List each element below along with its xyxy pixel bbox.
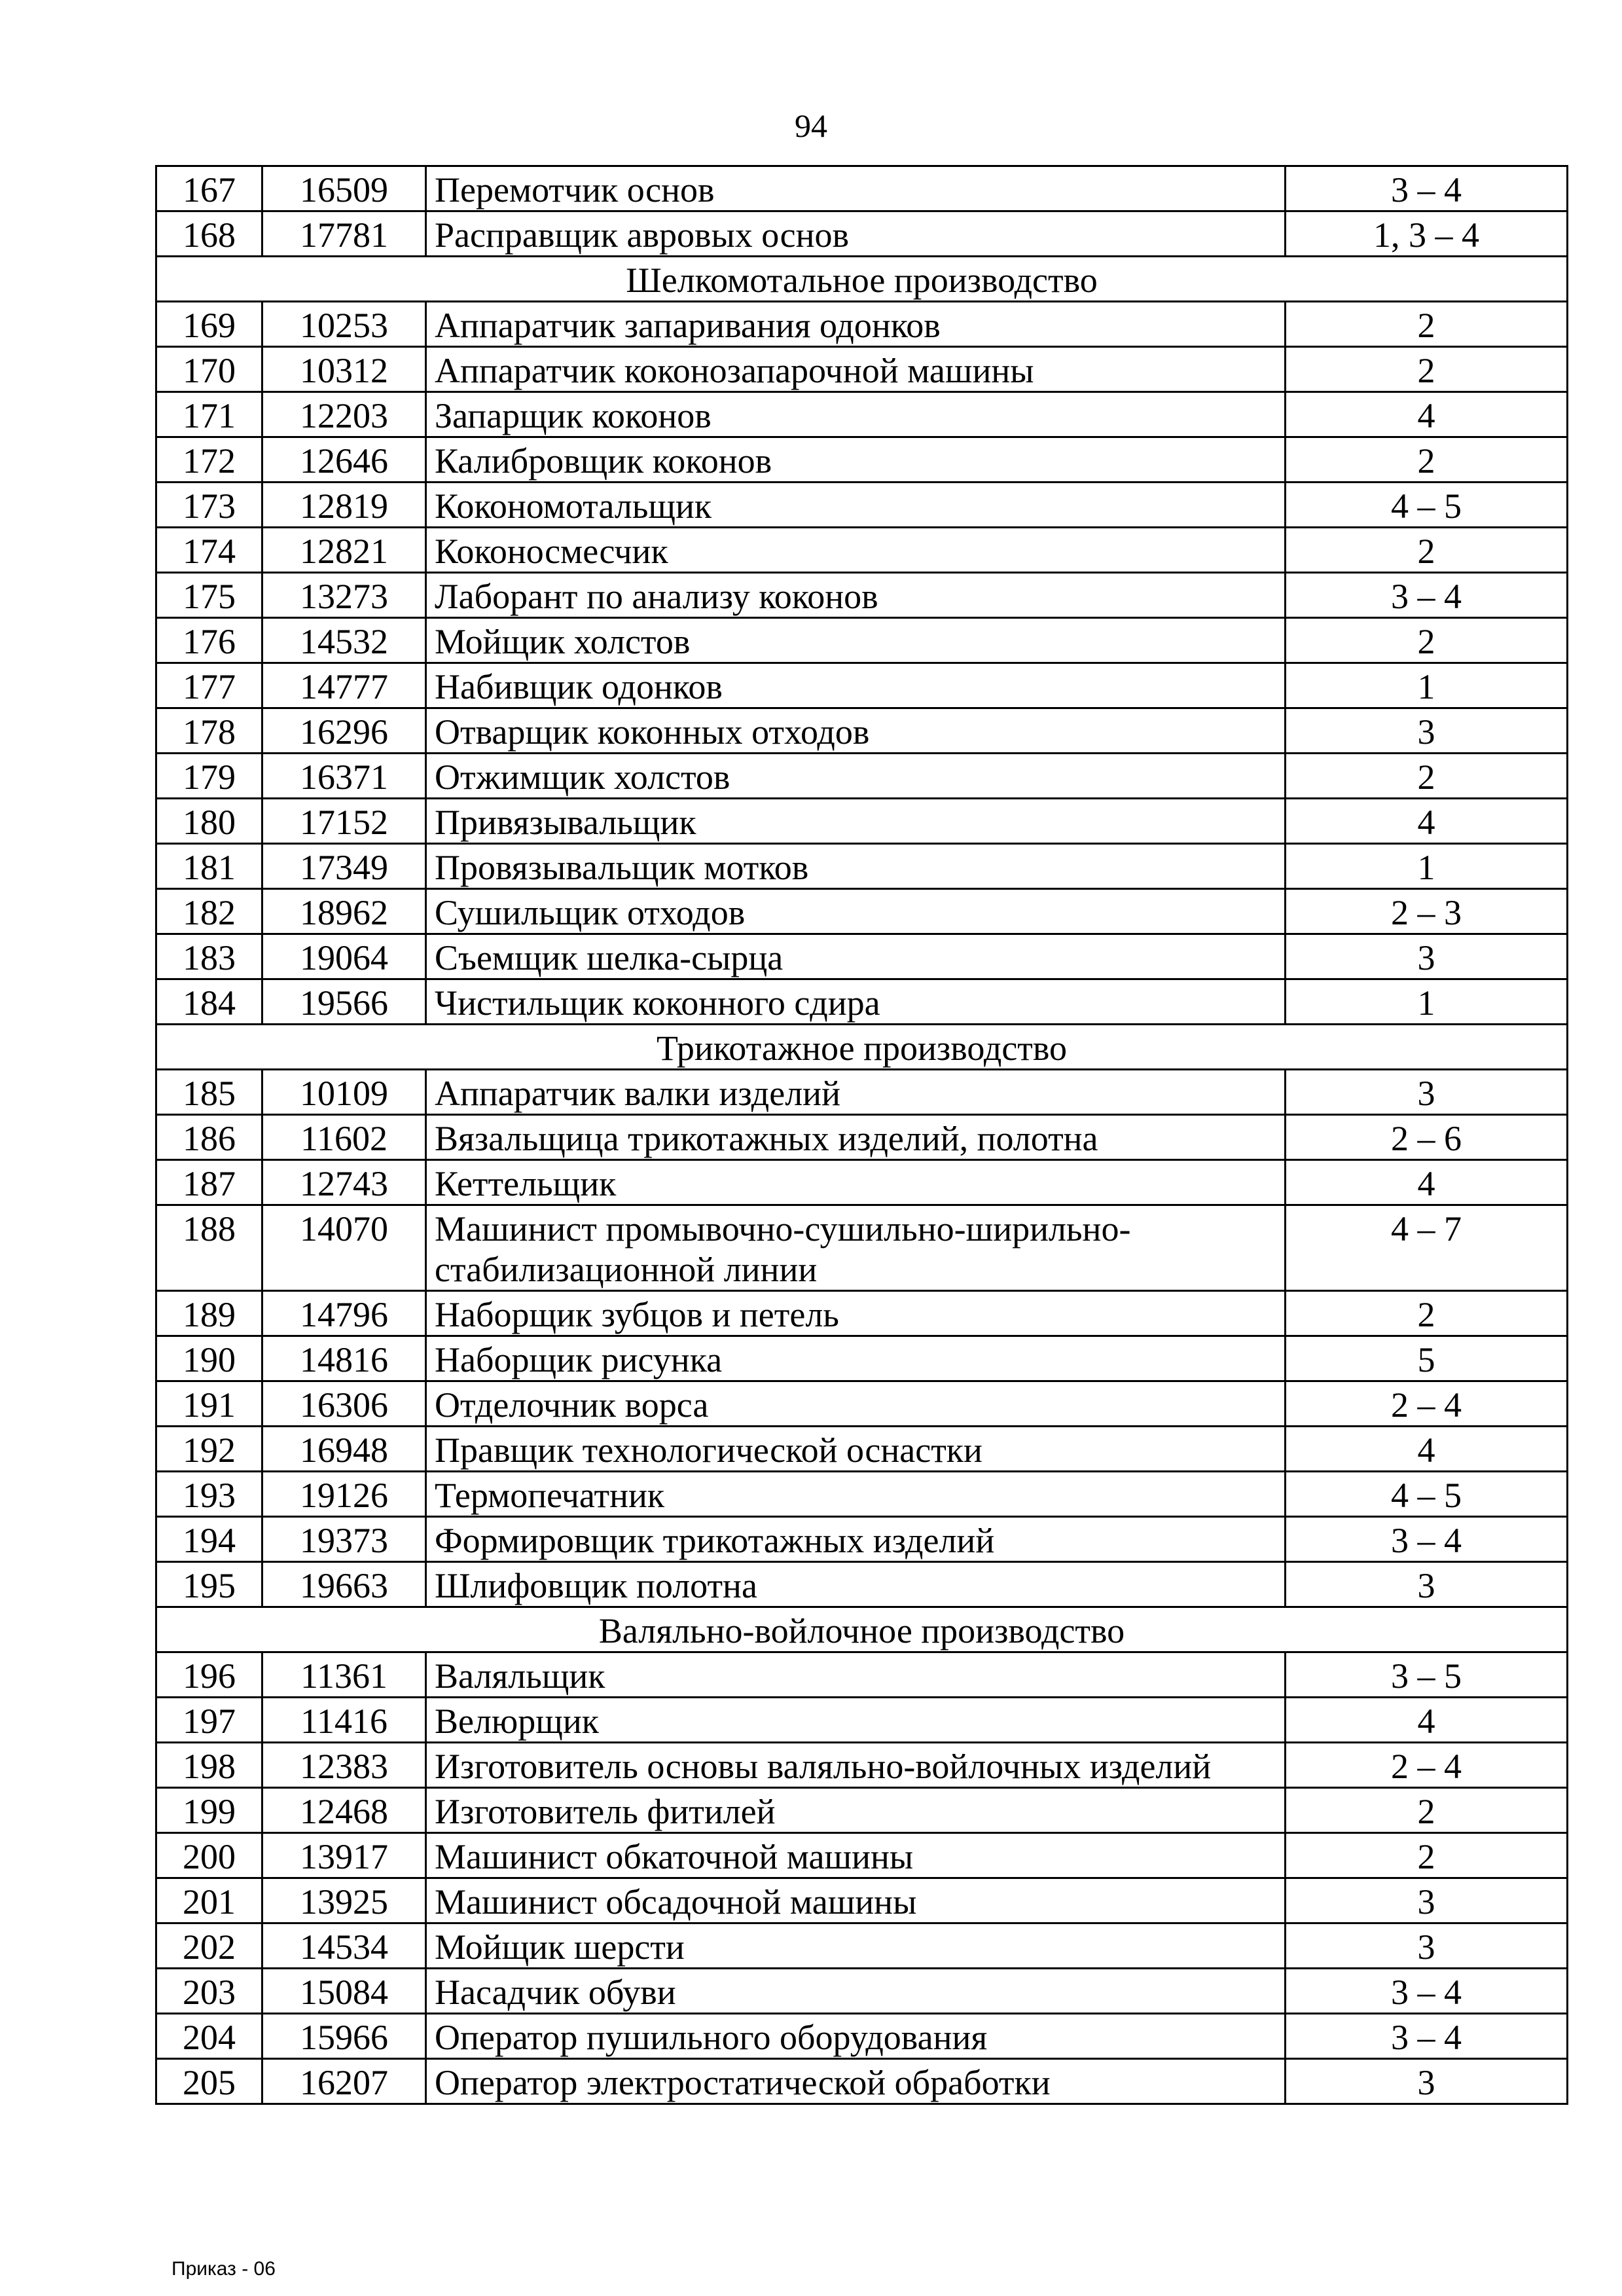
table-row bbox=[156, 1070, 1568, 1115]
profession-code: 13273 bbox=[262, 573, 426, 618]
table-row bbox=[156, 889, 1568, 934]
row-number: 183 bbox=[156, 934, 262, 979]
section-title: Валяльно-войлочное производство bbox=[156, 1607, 1568, 1652]
profession-code: 11602 bbox=[262, 1115, 426, 1160]
grade-range: 2 – 3 bbox=[1286, 889, 1568, 934]
row-number: 188 bbox=[156, 1205, 262, 1291]
table-row bbox=[156, 2059, 1568, 2104]
professions-table bbox=[155, 165, 1568, 2105]
row-number: 186 bbox=[156, 1115, 262, 1160]
row-number: 200 bbox=[156, 1833, 262, 1878]
profession-code: 17349 bbox=[262, 844, 426, 889]
profession-code: 14796 bbox=[262, 1291, 426, 1336]
grade-range: 2 – 6 bbox=[1286, 1115, 1568, 1160]
row-number: 196 bbox=[156, 1652, 262, 1698]
profession-name: Отделочник ворса bbox=[426, 1381, 1286, 1427]
table-row bbox=[156, 618, 1568, 663]
row-number: 174 bbox=[156, 528, 262, 573]
profession-code: 11361 bbox=[262, 1652, 426, 1698]
table-row bbox=[156, 708, 1568, 754]
row-number: 193 bbox=[156, 1472, 262, 1517]
table-row bbox=[156, 347, 1568, 392]
profession-code: 19566 bbox=[262, 979, 426, 1025]
row-number: 199 bbox=[156, 1788, 262, 1833]
table-row bbox=[156, 1562, 1568, 1607]
table-row bbox=[156, 934, 1568, 979]
profession-code: 17781 bbox=[262, 211, 426, 257]
grade-range: 2 bbox=[1286, 437, 1568, 483]
grade-range: 3 – 4 bbox=[1286, 166, 1568, 211]
profession-name: Коконосмесчик bbox=[426, 528, 1286, 573]
profession-code: 14532 bbox=[262, 618, 426, 663]
page-number: 94 bbox=[795, 107, 827, 144]
profession-name: Правщик технологической оснастки bbox=[426, 1427, 1286, 1472]
table-row bbox=[156, 166, 1568, 211]
profession-code: 10253 bbox=[262, 302, 426, 347]
profession-name: Изготовитель основы валяльно-войлочных изделий bbox=[426, 1743, 1286, 1788]
profession-name: Сушильщик отходов bbox=[426, 889, 1286, 934]
profession-name: Насадчик обуви bbox=[426, 1969, 1286, 2014]
profession-code: 19663 bbox=[262, 1562, 426, 1607]
row-number: 198 bbox=[156, 1743, 262, 1788]
profession-code: 16509 bbox=[262, 166, 426, 211]
row-number: 191 bbox=[156, 1381, 262, 1427]
row-number: 185 bbox=[156, 1070, 262, 1115]
grade-range: 3 bbox=[1286, 1923, 1568, 1969]
table-row bbox=[156, 1652, 1568, 1698]
grade-range: 4 – 5 bbox=[1286, 1472, 1568, 1517]
table-row bbox=[156, 483, 1568, 528]
profession-name: Привязывальщик bbox=[426, 799, 1286, 844]
table-row bbox=[156, 1427, 1568, 1472]
table-row bbox=[156, 392, 1568, 437]
row-number: 189 bbox=[156, 1291, 262, 1336]
profession-name: Аппаратчик валки изделий bbox=[426, 1070, 1286, 1115]
row-number: 195 bbox=[156, 1562, 262, 1607]
row-number: 181 bbox=[156, 844, 262, 889]
profession-code: 19373 bbox=[262, 1517, 426, 1562]
grade-range: 2 bbox=[1286, 302, 1568, 347]
row-number: 202 bbox=[156, 1923, 262, 1969]
grade-range: 1 bbox=[1286, 663, 1568, 708]
table-row bbox=[156, 1472, 1568, 1517]
profession-code: 19126 bbox=[262, 1472, 426, 1517]
profession-code: 16207 bbox=[262, 2059, 426, 2104]
section-row bbox=[156, 1025, 1568, 1070]
table-row bbox=[156, 799, 1568, 844]
row-number: 173 bbox=[156, 483, 262, 528]
profession-name: Кокономотальщик bbox=[426, 483, 1286, 528]
grade-range: 4 – 5 bbox=[1286, 483, 1568, 528]
table-row bbox=[156, 1291, 1568, 1336]
profession-code: 17152 bbox=[262, 799, 426, 844]
grade-range: 3 – 4 bbox=[1286, 1969, 1568, 2014]
profession-name: Машинист промывочно-сушильно-ширильно-стабилизационной линии bbox=[426, 1205, 1286, 1291]
profession-name: Машинист обсадочной машины bbox=[426, 1878, 1286, 1923]
table-row bbox=[156, 663, 1568, 708]
row-number: 194 bbox=[156, 1517, 262, 1562]
table-row bbox=[156, 1160, 1568, 1205]
profession-name: Наборщик рисунка bbox=[426, 1336, 1286, 1381]
profession-code: 12383 bbox=[262, 1743, 426, 1788]
table-row bbox=[156, 1788, 1568, 1833]
row-number: 178 bbox=[156, 708, 262, 754]
table-row bbox=[156, 1743, 1568, 1788]
profession-code: 15966 bbox=[262, 2014, 426, 2059]
profession-name: Велюрщик bbox=[426, 1698, 1286, 1743]
table-row bbox=[156, 1878, 1568, 1923]
grade-range: 3 bbox=[1286, 1562, 1568, 1607]
table-row bbox=[156, 1517, 1568, 1562]
profession-code: 11416 bbox=[262, 1698, 426, 1743]
profession-name: Запарщик коконов bbox=[426, 392, 1286, 437]
profession-name: Расправщик авровых основ bbox=[426, 211, 1286, 257]
profession-code: 12646 bbox=[262, 437, 426, 483]
row-number: 187 bbox=[156, 1160, 262, 1205]
grade-range: 2 bbox=[1286, 1788, 1568, 1833]
profession-code: 14070 bbox=[262, 1205, 426, 1291]
profession-name: Калибровщик коконов bbox=[426, 437, 1286, 483]
grade-range: 2 bbox=[1286, 1291, 1568, 1336]
profession-code: 14816 bbox=[262, 1336, 426, 1381]
professions-table-body bbox=[156, 166, 1568, 2104]
grade-range: 3 bbox=[1286, 1070, 1568, 1115]
profession-code: 18962 bbox=[262, 889, 426, 934]
profession-name: Вязальщица трикотажных изделий, полотна bbox=[426, 1115, 1286, 1160]
section-row bbox=[156, 257, 1568, 302]
profession-code: 10109 bbox=[262, 1070, 426, 1115]
row-number: 192 bbox=[156, 1427, 262, 1472]
profession-code: 12203 bbox=[262, 392, 426, 437]
row-number: 197 bbox=[156, 1698, 262, 1743]
row-number: 201 bbox=[156, 1878, 262, 1923]
profession-code: 12743 bbox=[262, 1160, 426, 1205]
row-number: 172 bbox=[156, 437, 262, 483]
profession-code: 16371 bbox=[262, 754, 426, 799]
profession-code: 12468 bbox=[262, 1788, 426, 1833]
profession-name: Перемотчик основ bbox=[426, 166, 1286, 211]
profession-name: Чистильщик коконного сдира bbox=[426, 979, 1286, 1025]
profession-name: Оператор электростатической обработки bbox=[426, 2059, 1286, 2104]
grade-range: 3 bbox=[1286, 934, 1568, 979]
table-row bbox=[156, 1205, 1568, 1291]
grade-range: 2 bbox=[1286, 528, 1568, 573]
grade-range: 3 – 5 bbox=[1286, 1652, 1568, 1698]
row-number: 175 bbox=[156, 573, 262, 618]
profession-code: 15084 bbox=[262, 1969, 426, 2014]
table-row bbox=[156, 979, 1568, 1025]
table-row bbox=[156, 754, 1568, 799]
table-row bbox=[156, 1969, 1568, 2014]
table-row bbox=[156, 573, 1568, 618]
profession-code: 16306 bbox=[262, 1381, 426, 1427]
profession-name: Наборщик зубцов и петель bbox=[426, 1291, 1286, 1336]
table-row bbox=[156, 1336, 1568, 1381]
profession-name: Набивщик одонков bbox=[426, 663, 1286, 708]
profession-name: Валяльщик bbox=[426, 1652, 1286, 1698]
grade-range: 4 – 7 bbox=[1286, 1205, 1568, 1291]
profession-name: Аппаратчик коконозапарочной машины bbox=[426, 347, 1286, 392]
grade-range: 5 bbox=[1286, 1336, 1568, 1381]
grade-range: 3 – 4 bbox=[1286, 573, 1568, 618]
table-row bbox=[156, 844, 1568, 889]
grade-range: 4 bbox=[1286, 1427, 1568, 1472]
profession-name: Шлифовщик полотна bbox=[426, 1562, 1286, 1607]
table-row bbox=[156, 211, 1568, 257]
section-title: Трикотажное производство bbox=[156, 1025, 1568, 1070]
section-title: Шелкомотальное производство bbox=[156, 257, 1568, 302]
grade-range: 2 bbox=[1286, 754, 1568, 799]
profession-name: Мойщик шерсти bbox=[426, 1923, 1286, 1969]
table-row bbox=[156, 528, 1568, 573]
profession-code: 16296 bbox=[262, 708, 426, 754]
grade-range: 2 bbox=[1286, 618, 1568, 663]
profession-code: 14534 bbox=[262, 1923, 426, 1969]
profession-name: Провязывальщик мотков bbox=[426, 844, 1286, 889]
grade-range: 3 – 4 bbox=[1286, 1517, 1568, 1562]
profession-name: Машинист обкаточной машины bbox=[426, 1833, 1286, 1878]
table-row bbox=[156, 1698, 1568, 1743]
row-number: 170 bbox=[156, 347, 262, 392]
profession-code: 12821 bbox=[262, 528, 426, 573]
profession-name: Оператор пушильного оборудования bbox=[426, 2014, 1286, 2059]
profession-name: Кеттельщик bbox=[426, 1160, 1286, 1205]
grade-range: 1 bbox=[1286, 844, 1568, 889]
profession-name: Термопечатник bbox=[426, 1472, 1286, 1517]
row-number: 167 bbox=[156, 166, 262, 211]
row-number: 203 bbox=[156, 1969, 262, 2014]
profession-code: 19064 bbox=[262, 934, 426, 979]
profession-code: 13917 bbox=[262, 1833, 426, 1878]
row-number: 182 bbox=[156, 889, 262, 934]
grade-range: 3 – 4 bbox=[1286, 2014, 1568, 2059]
profession-name: Изготовитель фитилей bbox=[426, 1788, 1286, 1833]
row-number: 171 bbox=[156, 392, 262, 437]
grade-range: 2 bbox=[1286, 1833, 1568, 1878]
grade-range: 4 bbox=[1286, 1698, 1568, 1743]
row-number: 177 bbox=[156, 663, 262, 708]
grade-range: 2 – 4 bbox=[1286, 1381, 1568, 1427]
row-number: 205 bbox=[156, 2059, 262, 2104]
profession-name: Мойщик холстов bbox=[426, 618, 1286, 663]
table-row bbox=[156, 1923, 1568, 1969]
grade-range: 3 bbox=[1286, 2059, 1568, 2104]
profession-name: Формировщик трикотажных изделий bbox=[426, 1517, 1286, 1562]
grade-range: 4 bbox=[1286, 392, 1568, 437]
grade-range: 3 bbox=[1286, 708, 1568, 754]
table-row bbox=[156, 1833, 1568, 1878]
grade-range: 1 bbox=[1286, 979, 1568, 1025]
row-number: 176 bbox=[156, 618, 262, 663]
row-number: 190 bbox=[156, 1336, 262, 1381]
grade-range: 3 bbox=[1286, 1878, 1568, 1923]
profession-name: Съемщик шелка-сырца bbox=[426, 934, 1286, 979]
row-number: 184 bbox=[156, 979, 262, 1025]
table-row bbox=[156, 1381, 1568, 1427]
table-row bbox=[156, 437, 1568, 483]
profession-code: 13925 bbox=[262, 1878, 426, 1923]
row-number: 180 bbox=[156, 799, 262, 844]
table-row bbox=[156, 302, 1568, 347]
profession-code: 16948 bbox=[262, 1427, 426, 1472]
table-row bbox=[156, 1115, 1568, 1160]
profession-name: Отжимщик холстов bbox=[426, 754, 1286, 799]
row-number: 204 bbox=[156, 2014, 262, 2059]
row-number: 169 bbox=[156, 302, 262, 347]
profession-name: Лаборант по анализу коконов bbox=[426, 573, 1286, 618]
grade-range: 4 bbox=[1286, 1160, 1568, 1205]
profession-code: 12819 bbox=[262, 483, 426, 528]
table-row bbox=[156, 2014, 1568, 2059]
grade-range: 2 bbox=[1286, 347, 1568, 392]
grade-range: 1, 3 – 4 bbox=[1286, 211, 1568, 257]
footer-label: Приказ - 06 bbox=[171, 2258, 276, 2280]
row-number: 179 bbox=[156, 754, 262, 799]
profession-name: Аппаратчик запаривания одонков bbox=[426, 302, 1286, 347]
grade-range: 4 bbox=[1286, 799, 1568, 844]
profession-name: Отварщик коконных отходов bbox=[426, 708, 1286, 754]
row-number: 168 bbox=[156, 211, 262, 257]
grade-range: 2 – 4 bbox=[1286, 1743, 1568, 1788]
profession-code: 14777 bbox=[262, 663, 426, 708]
section-row bbox=[156, 1607, 1568, 1652]
profession-code: 10312 bbox=[262, 347, 426, 392]
